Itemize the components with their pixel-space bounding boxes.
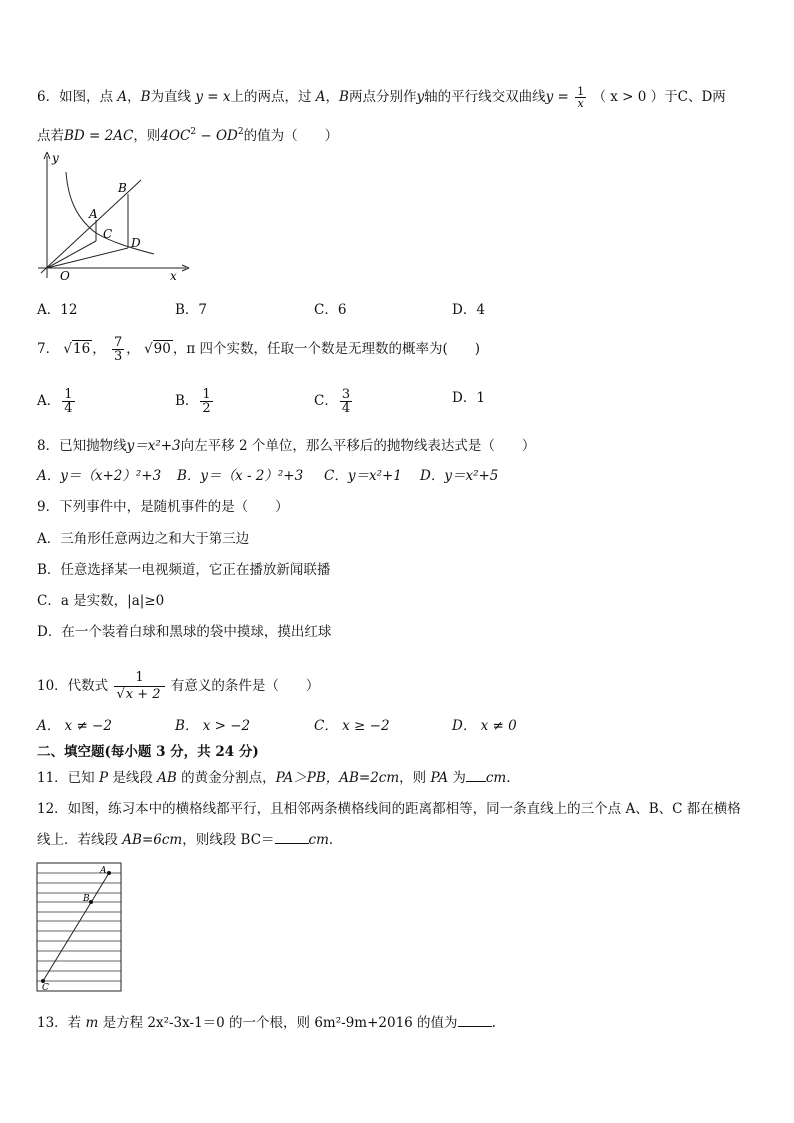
q10-option-b: B． x > −2 — [175, 718, 251, 734]
q7-line: 7． √16 ， $\frac{7}{3}$ ， √90 ，π 四个实数，任取一个数是无理数的概率为( ) — [37, 335, 481, 364]
q9-line: 9．下列事件中，是随机事件的是（ ） — [37, 499, 289, 515]
q6-option-b: B．7 — [175, 302, 208, 318]
q7-option-d: D．1 — [452, 390, 485, 406]
q9-option-a: A．三角形任意两边之和大于第三边 — [37, 531, 250, 547]
q7-option-a: A． $\frac{1}{4}$ — [37, 387, 73, 416]
q10-option-c: C． x ≥ −2 — [314, 718, 390, 734]
q8-option-b: B．y＝（x - 2）²+3 — [177, 468, 304, 484]
q11-line: 11．已知 P 是线段 AB 的黄金分割点，PA＞PB，AB=2cm，则 PA 为 cm. — [37, 770, 511, 786]
q6-option-d: D．4 — [452, 302, 485, 318]
q6-option-c: C．6 — [314, 302, 347, 318]
fig6-label-A: A — [89, 207, 98, 221]
fig12-label-A: A — [100, 866, 107, 876]
q12-line1: 12．如图，练习本中的横格线都平行，且相邻两条横格线间的距离都相等，同一条直线上的三个点 A、B、C 都在横格 — [37, 801, 741, 817]
fig12-label-C: C — [42, 983, 49, 993]
q7-option-b: B． $\frac{1}{2}$ — [175, 387, 211, 416]
q8-option-d: D．y＝x²+5 — [420, 468, 499, 484]
q10-option-d: D． x ≠ 0 — [452, 718, 517, 734]
fig6-label-y: y — [52, 151, 59, 165]
q13-line: 13．若 m 是方程 2x²-3x-1＝0 的一个根，则 6m²-9m+2016 的值为 . — [37, 1015, 496, 1031]
section-heading: 二、填空题(每小题 3 分，共 24 分) — [37, 744, 259, 760]
fig12-label-B: B — [83, 894, 90, 904]
q9-option-b: B．任意选择某一电视频道，它正在播放新闻联播 — [37, 562, 331, 578]
fig6-label-B: B — [118, 181, 127, 195]
q6-figure — [36, 148, 196, 284]
q12-figure — [36, 862, 124, 994]
q8-option-a: A．y＝（x+2）²+3 — [37, 468, 162, 484]
q8-option-c: C．y＝x²+1 — [324, 468, 402, 484]
q12-line2: 线上．若线段 AB=6cm，则线段 BC＝ cm． — [37, 832, 343, 848]
q6-line2: 点若BD = 2AC，则$4OC^2 - OD^2$的值为（ ） — [37, 127, 339, 144]
q8-line: 8．已知抛物线y＝x²+3向左平移 2 个单位，那么平移后的抛物线表达式是（ ） — [37, 438, 536, 454]
q9-option-d: D．在一个装着白球和黑球的袋中摸球，摸出红球 — [37, 624, 332, 640]
q7-option-c: C． $\frac{3}{4}$ — [314, 387, 351, 416]
q10-line: 10．代数式 $\frac{1}{√x + 2}$ 有意义的条件是（ ） — [37, 670, 320, 702]
q6-line1: 6．如图，点 A，B为直线 y = x上的两点，过 A，B两点分别作y轴的平行线交双曲线y = $\frac{1}{x}$ （ x > 0 ）于C、D两 — [37, 85, 726, 110]
q9-option-c: C．a 是实数，|a|≥0 — [37, 593, 165, 609]
q10-option-a: A． x ≠ −2 — [37, 718, 112, 734]
fig6-label-D: D — [131, 236, 141, 250]
q6-option-a: A．12 — [37, 302, 78, 318]
fig6-label-O: O — [60, 269, 70, 283]
fig6-label-x: x — [170, 269, 177, 283]
fig6-label-C: C — [103, 227, 113, 241]
